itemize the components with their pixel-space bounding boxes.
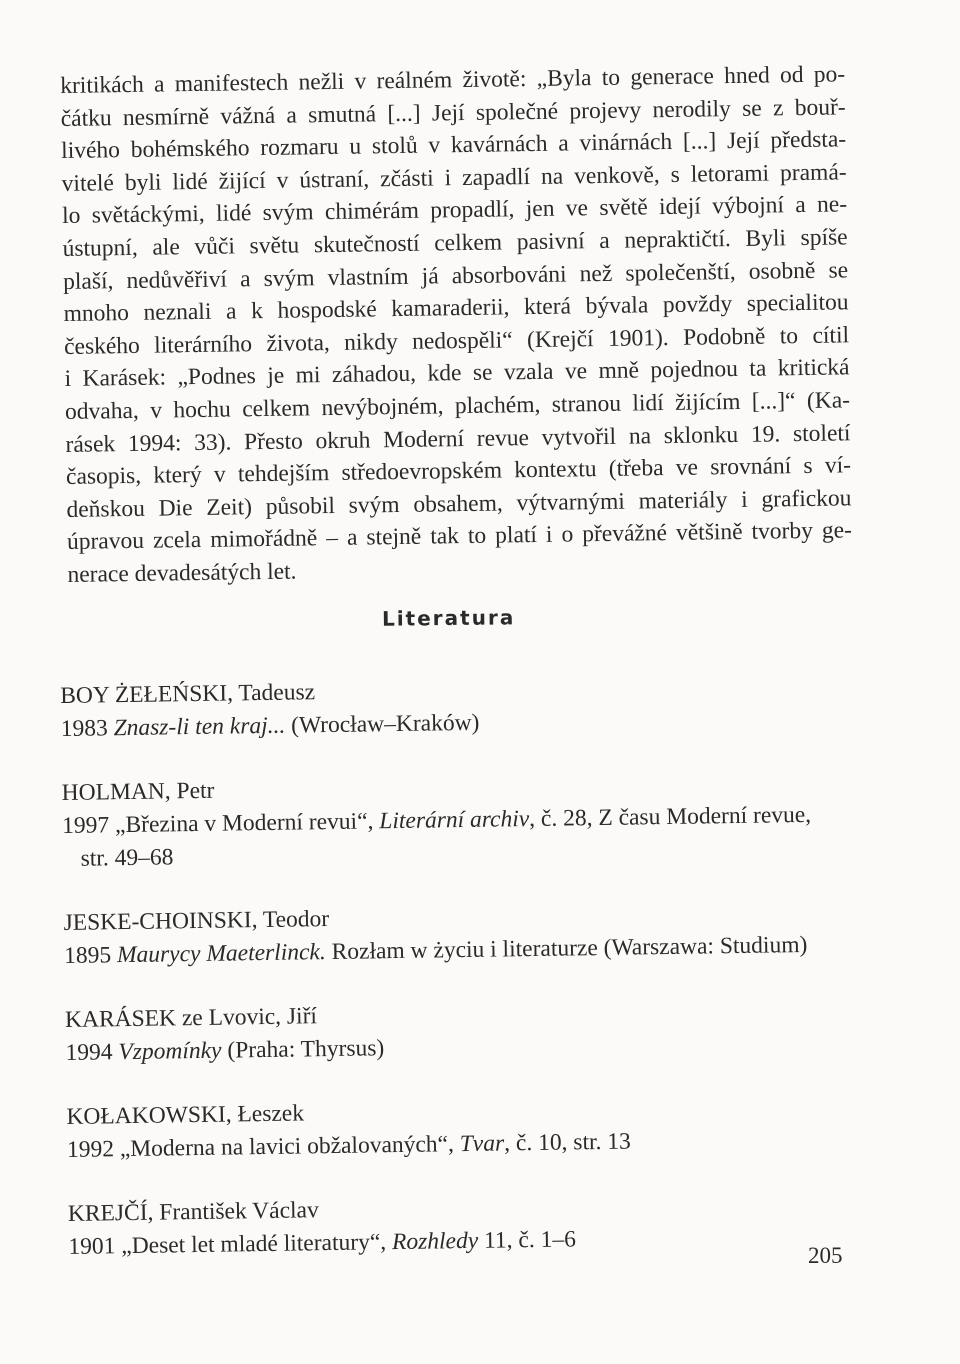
page-number: 205 [808, 1243, 843, 1268]
reference-details: Rozłam w życiu i literaturze (Warszawa: Studium) [325, 931, 808, 966]
reference-entry [68, 1186, 859, 1264]
reference-year: 1983 [60, 715, 108, 742]
body-line: rásek 1994: 33). Přesto okruh Moderní revue vytvořil na sklonku 19. století [65, 419, 851, 458]
reference-year: 1997 [61, 812, 110, 839]
reference-details: , č. 28, Z času Moderní revue, [528, 801, 812, 833]
reference-article: „Březina v Moderní revui“, [114, 808, 380, 839]
body-paragraph [60, 58, 853, 591]
reference-title: Vzpomínky [118, 1037, 222, 1066]
reference-entry [60, 668, 851, 746]
body-line: i Karásek: „Podnes je mi záhadou, kde se vzala ve mně pojednou ta kritická [64, 354, 850, 393]
section-heading: Literatura [381, 605, 516, 631]
reference-year: 1994 [65, 1039, 113, 1066]
reference-title: Tvar [459, 1130, 505, 1158]
reference-entry [66, 1089, 857, 1167]
reference-year: 1895 [63, 942, 112, 969]
body-line: českého literárního života, nikdy nedospěli“ (Krejčí 1901). Podobně to cítil [63, 322, 850, 360]
body-line: čátku nesmírně vážná a smutná [...] Její společné projevy nerodily se z bouř- [60, 93, 846, 132]
reference-article: „Deset let mladé literatury“, [121, 1229, 393, 1260]
body-line: úpravou zcela mimořádně – a stejně tak to platí i o převážné většině tvorby ge- [66, 517, 853, 556]
reference-author: KOŁAKOWSKI, Łeszek [66, 1100, 305, 1130]
reference-article: „Moderna na lavici obžalovaných“, [119, 1131, 460, 1163]
reference-title: Literární archiv [379, 806, 530, 835]
body-line: lo světáckými, lidé svým chimérám propadlí, jen ve světě idejí výbojní a ne- [61, 191, 848, 230]
body-line: livého bohémského rozmaru u stolů v kavárnách a vinárnách [...] Její předsta- [61, 126, 847, 165]
reference-entry [65, 992, 856, 1070]
body-line: vitelé byli lidé žijící v ústraní, zčásti i zapadlí na venkově, s letorami pramá- [61, 159, 847, 197]
body-line: kritikách a manifestech nežli v reálném životě: „Byla to generace hned od po- [60, 61, 846, 99]
reference-author: KARÁSEK ze Lvovic, Jiří [64, 1003, 318, 1033]
reference-author: BOY ŻEŁEŃSKI, Tadeusz [60, 679, 316, 709]
body-line: časopis, který v tehdejším středoevropském kontextu (třeba ve srovnání s ví- [65, 452, 852, 491]
reference-author: HOLMAN, Petr [61, 777, 215, 806]
reference-entry [63, 895, 854, 973]
reference-year: 1992 [66, 1136, 115, 1163]
reference-author: KREJČÍ, František Václav [67, 1197, 319, 1227]
reference-details: 11, č. 1–6 [477, 1226, 577, 1254]
reference-year: 1901 [68, 1233, 116, 1260]
reference-details: , č. 10, str. 13 [503, 1128, 631, 1157]
reference-entry [61, 765, 852, 876]
reference-author: JESKE-CHOINSKI, Teodor [63, 906, 330, 936]
reference-title: Rozhledy [391, 1227, 479, 1256]
body-line: odvaha, v hochu celkem nevýbojném, plachém, stranou lidí žijícím [...]“ (Ka- [64, 387, 851, 425]
reference-list [60, 668, 859, 1295]
body-line: ústupní, ale vůči světu skutečností celkem pasivní a nepraktičtí. Byli spíše [62, 224, 848, 262]
body-line: nerace devadesátých let. [67, 558, 297, 588]
reference-details: (Praha: Thyrsus) [221, 1035, 385, 1064]
reference-title: Maurycy Maeterlinck. [116, 939, 326, 969]
reference-title: Znasz-li ten kraj... [113, 712, 286, 742]
body-line: mnoho neznali a k hospodské kamaraderii, která bývala povždy specialitou [63, 289, 849, 328]
reference-details: (Wrocław–Kraków) [285, 709, 480, 739]
reference-continuation: str. 49–68 [80, 844, 174, 872]
body-line: deňskou Die Zeit) působil svým obsahem, výtvarnými materiály i grafickou [66, 485, 852, 523]
body-line: plaší, nedůvěřiví a svým vlastním já absorbováni než společenští, osobně se [62, 256, 849, 295]
